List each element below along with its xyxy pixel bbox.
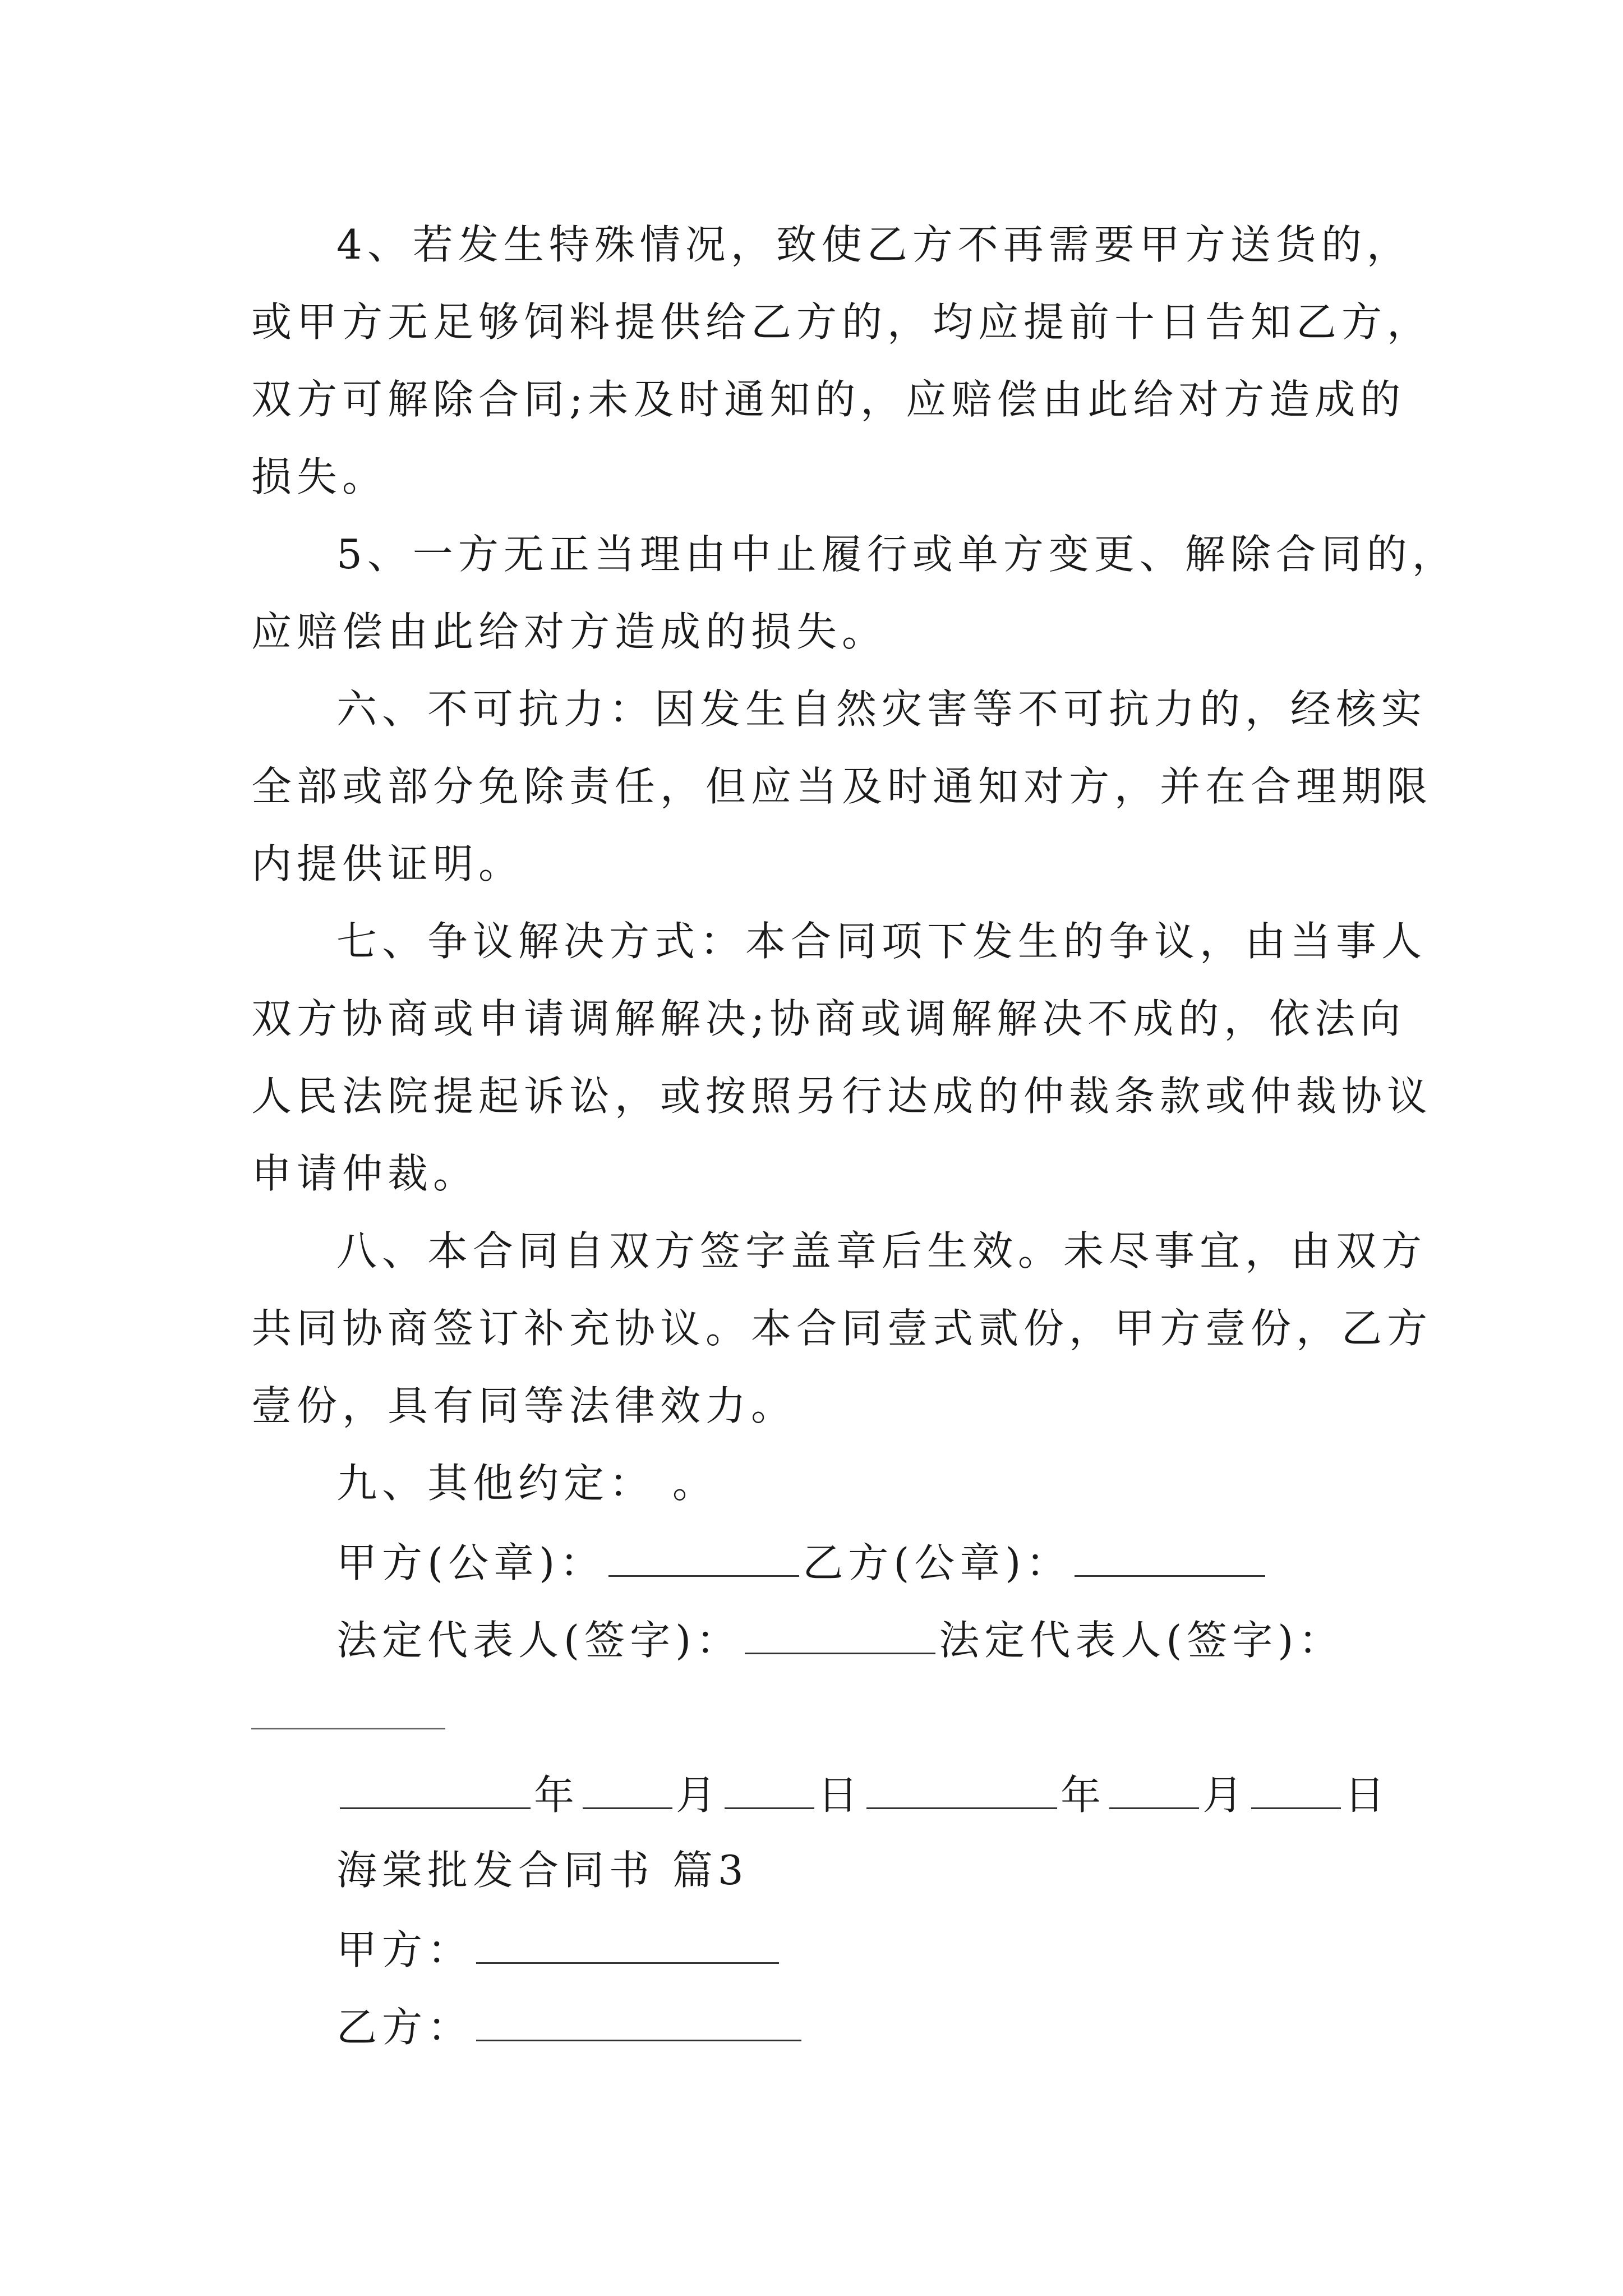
- date-a-day-blank: [725, 1773, 814, 1809]
- date-a-year-label: 年: [534, 1772, 580, 1819]
- clause-9-line-1: 九、其他约定： 。: [336, 1460, 718, 1507]
- rep-b-label: 法定代表人(签字)：: [939, 1617, 1344, 1664]
- clause-6-line-1: 六、不可抗力：因发生自然灾害等不可抗力的，经核实: [336, 685, 1427, 733]
- clause-6-line-2: 全部或部分免除责任，但应当及时通知对方，并在合理期限: [251, 763, 1433, 810]
- party-a-line: [336, 1926, 782, 1973]
- clause-4-line-1: 4、若发生特殊情况，致使乙方不再需要甲方送货的，: [336, 221, 1412, 268]
- clause-7-line-2: 双方协商或申请调解解决;协商或调解解决不成的，依法向: [251, 995, 1406, 1042]
- party-a-seal-blank: [608, 1540, 799, 1577]
- date-a-month-label: 月: [676, 1772, 722, 1819]
- section-title: 海棠批发合同书 篇3: [336, 1847, 749, 1894]
- party-a-blank: [476, 1927, 779, 1964]
- clause-5-line-2: 应赔偿由此给对方造成的损失。: [251, 608, 888, 655]
- date-b-month-label: 月: [1202, 1772, 1248, 1819]
- rep-a-blank: [745, 1618, 935, 1654]
- clause-8-line-2: 共同协商签订补充协议。本合同壹式贰份，甲方壹份，乙方: [251, 1305, 1433, 1352]
- date-a-day-label: 日: [818, 1772, 864, 1819]
- date-b-day-blank: [1251, 1773, 1341, 1809]
- clause-4-line-3: 双方可解除合同;未及时通知的，应赔偿由此给对方造成的: [251, 376, 1406, 423]
- party-a-seal-label: 甲方(公章)：: [336, 1539, 606, 1586]
- date-a-year-blank: [340, 1773, 531, 1809]
- rep-a-label: 法定代表人(签字)：: [336, 1617, 742, 1664]
- clause-7-line-1: 七、争议解决方式：本合同项下发生的争议，由当事人: [336, 918, 1427, 965]
- party-b-blank: [476, 2005, 801, 2041]
- clause-7-line-3: 人民法院提起诉讼，或按照另行达成的仲裁条款或仲裁协议: [251, 1073, 1433, 1120]
- clause-6-line-3: 内提供证明。: [251, 840, 524, 887]
- party-a-label: 甲方：: [336, 1926, 473, 1973]
- representative-line: [336, 1617, 1344, 1664]
- clause-8-line-3: 壹份，具有同等法律效力。: [251, 1382, 797, 1429]
- date-b-year-label: 年: [1061, 1772, 1106, 1819]
- clause-4-line-4: 损失。: [251, 453, 388, 500]
- date-b-year-blank: [866, 1773, 1057, 1809]
- party-b-label: 乙方：: [336, 2004, 473, 2051]
- party-b-line: [336, 2004, 805, 2051]
- date-a-month-blank: [583, 1773, 672, 1809]
- rep-b-blank: [251, 1728, 445, 1729]
- clause-4-line-2: 或甲方无足够饲料提供给乙方的，均应提前十日告知乙方，: [251, 298, 1433, 346]
- clause-8-line-1: 八、本合同自双方签字盖章后生效。未尽事宜，由双方: [336, 1227, 1427, 1274]
- date-line: [336, 1772, 1390, 1819]
- clause-7-line-4: 申请仲裁。: [251, 1150, 479, 1197]
- date-b-month-blank: [1109, 1773, 1199, 1809]
- seal-line: [336, 1539, 1269, 1586]
- party-b-seal-label: 乙方(公章)：: [803, 1539, 1072, 1586]
- clause-5-line-1: 5、一方无正当理由中止履行或单方变更、解除合同的，: [336, 531, 1458, 578]
- party-b-seal-blank: [1075, 1540, 1265, 1577]
- date-b-day-label: 日: [1344, 1772, 1390, 1819]
